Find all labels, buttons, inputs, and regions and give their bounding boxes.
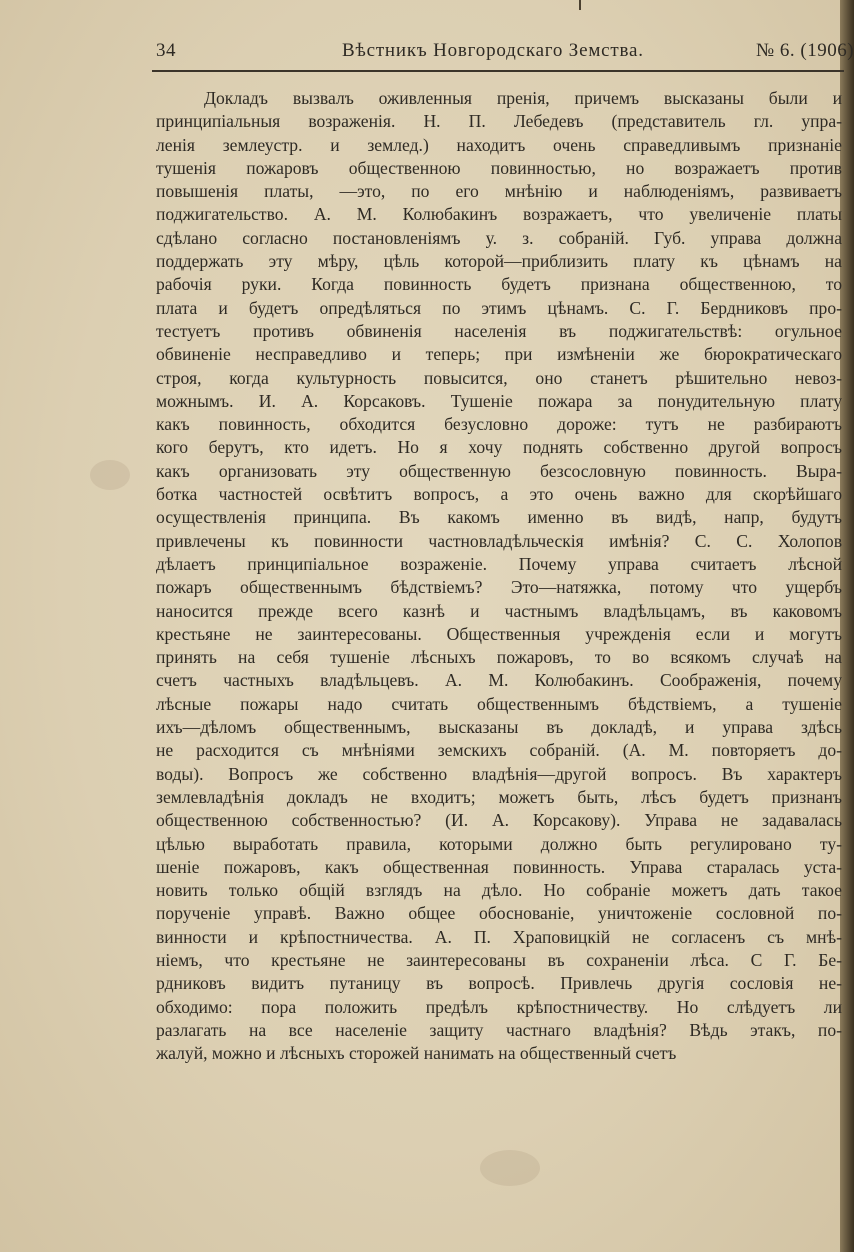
- text-line: повышенія платы, —это, по его мнѣнію и наблюденіямъ, развиваетъ: [156, 181, 842, 202]
- paper-stain: [90, 460, 130, 490]
- text-line: ніемъ, что крестьяне не заинтересованы въ сохраненіи лѣса. С Г. Бе-: [156, 949, 842, 970]
- running-header: [156, 40, 854, 68]
- text-line: порученіе управѣ. Важно общее обоснованіе, уничтоженіе сословной по-: [156, 903, 842, 924]
- text-line: привлечены къ повинности частновладѣльческія имѣнія? С. С. Холопов: [156, 530, 842, 551]
- text-line: обходимо: пора положить предѣлъ крѣпостничеству. Но слѣдуетъ ли: [156, 996, 842, 1017]
- header-rule: [152, 70, 844, 72]
- text-line: какъ повинность, обходится безусловно дороже: тутъ не разбираютъ: [156, 414, 842, 435]
- text-line: разлагать на все населеніе защиту частнаго владѣнія? Вѣдь этакъ, по-: [156, 1019, 842, 1040]
- article-body: [156, 87, 842, 1065]
- text-line: плата и будетъ опредѣляться по этимъ цѣнамъ. С. Г. Бердниковъ про-: [156, 297, 842, 318]
- text-line: пожаръ общественнымъ бѣдствіемъ? Это—натяжка, потому что ущербъ: [156, 577, 842, 598]
- text-line: ленія землеустр. и землед.) находитъ очень справедливымъ признаніе: [156, 134, 842, 155]
- text-line: новить только общій взглядъ на дѣло. Но собраніе можетъ дать такое: [156, 880, 842, 901]
- text-line: общественною собственностью? (И. А. Корсакову). Управа не задавалась: [156, 810, 842, 831]
- text-line: поджигательство. А. М. Колюбакинъ возражаетъ, что увеличеніе платы: [156, 204, 842, 225]
- text-line: рабочія руки. Когда повинность будетъ признана общественною, то: [156, 274, 842, 295]
- text-line: дѣлаетъ принципіальное возраженіе. Почему управа считаетъ лѣсной: [156, 553, 842, 574]
- text-line: обвиненіе несправедливо и теперь; при измѣненіи же бюрократическаго: [156, 344, 842, 365]
- text-line: ботка частностей освѣтитъ вопросъ, а это очень важно для скорѣйшаго: [156, 484, 842, 505]
- text-line: землевладѣнія докладъ не входитъ; можетъ быть, лѣсъ будетъ признанъ: [156, 786, 842, 807]
- text-line: наносится прежде всего казнѣ и частнымъ владѣльцамъ, въ каковомъ: [156, 600, 842, 621]
- text-line: жалуй, можно и лѣсныхъ сторожей нанимать на общественный счетъ: [156, 1043, 677, 1064]
- text-line: Докладъ вызвалъ оживленныя пренія, причемъ высказаны были и: [204, 88, 842, 108]
- text-line: принципіальныя возраженія. Н. П. Лебедевъ (представитель гл. упра-: [156, 111, 842, 132]
- page-edge-shadow: [840, 0, 854, 1252]
- text-line: крестьяне не заинтересованы. Общественныя учрежденія если и могутъ: [156, 623, 842, 644]
- text-line: винности и крѣпостничества. А. П. Храповицкій не согласенъ съ мнѣ-: [156, 926, 842, 947]
- text-line: поддержать эту мѣру, цѣль которой—приблизить плату къ цѣнамъ на: [156, 251, 842, 272]
- text-line: цѣлью выработать правила, которыми должно быть регулировано ту-: [156, 833, 842, 854]
- paper-stain: [480, 1150, 540, 1186]
- page-number: 34: [156, 40, 176, 61]
- text-line: рдниковъ видитъ путаницу въ вопросѣ. Привлечь другія сословія не-: [156, 973, 842, 994]
- text-line: тушенія пожаровъ общественною повинностью, но возражаетъ против: [156, 157, 842, 178]
- journal-title: Вѣстникъ Новгородскаго Земства.: [342, 40, 644, 61]
- ink-mark: [579, 0, 581, 10]
- text-line: принять на себя тушеніе лѣсныхъ пожаровъ, то во всякомъ случаѣ на: [156, 647, 842, 668]
- text-line: сдѣлано согласно постановленіямъ у. з. собраній. Губ. управа должна: [156, 227, 842, 248]
- text-line: кого берутъ, кто идетъ. Но я хочу поднять собственно другой вопросъ: [156, 437, 842, 458]
- text-line: можнымъ. И. А. Корсаковъ. Тушеніе пожара за понудительную плату: [156, 390, 842, 411]
- text-line: лѣсные пожары надо считать общественнымъ бѣдствіемъ, а тушеніе: [156, 693, 842, 714]
- text-line: воды). Вопросъ же собственно владѣнія—другой вопросъ. Въ характеръ: [156, 763, 842, 784]
- text-line: ихъ—дѣломъ общественнымъ, высказаны въ докладѣ, и управа здѣсь: [156, 717, 842, 738]
- text-line: счетъ частныхъ владѣльцевъ. А. М. Колюбакинъ. Соображенія, почему: [156, 670, 842, 691]
- text-line: осуществленія принципа. Въ какомъ именно въ видѣ, напр, будутъ: [156, 507, 842, 528]
- issue-number: № 6. (1906): [756, 40, 854, 61]
- text-line: строя, когда культурность повысится, оно станетъ рѣшительно невоз-: [156, 367, 842, 388]
- text-line: шеніе пожаровъ, какъ общественная повинность. Управа старалась уста-: [156, 856, 842, 877]
- text-line: не расходится съ мнѣніями земскихъ собраній. (А. М. повторяетъ до-: [156, 740, 842, 761]
- text-line: тестуетъ противъ обвиненія населенія въ поджигательствѣ: огульное: [156, 320, 842, 341]
- text-line: какъ организовать эту общественную безсословную повинность. Выра-: [156, 460, 842, 481]
